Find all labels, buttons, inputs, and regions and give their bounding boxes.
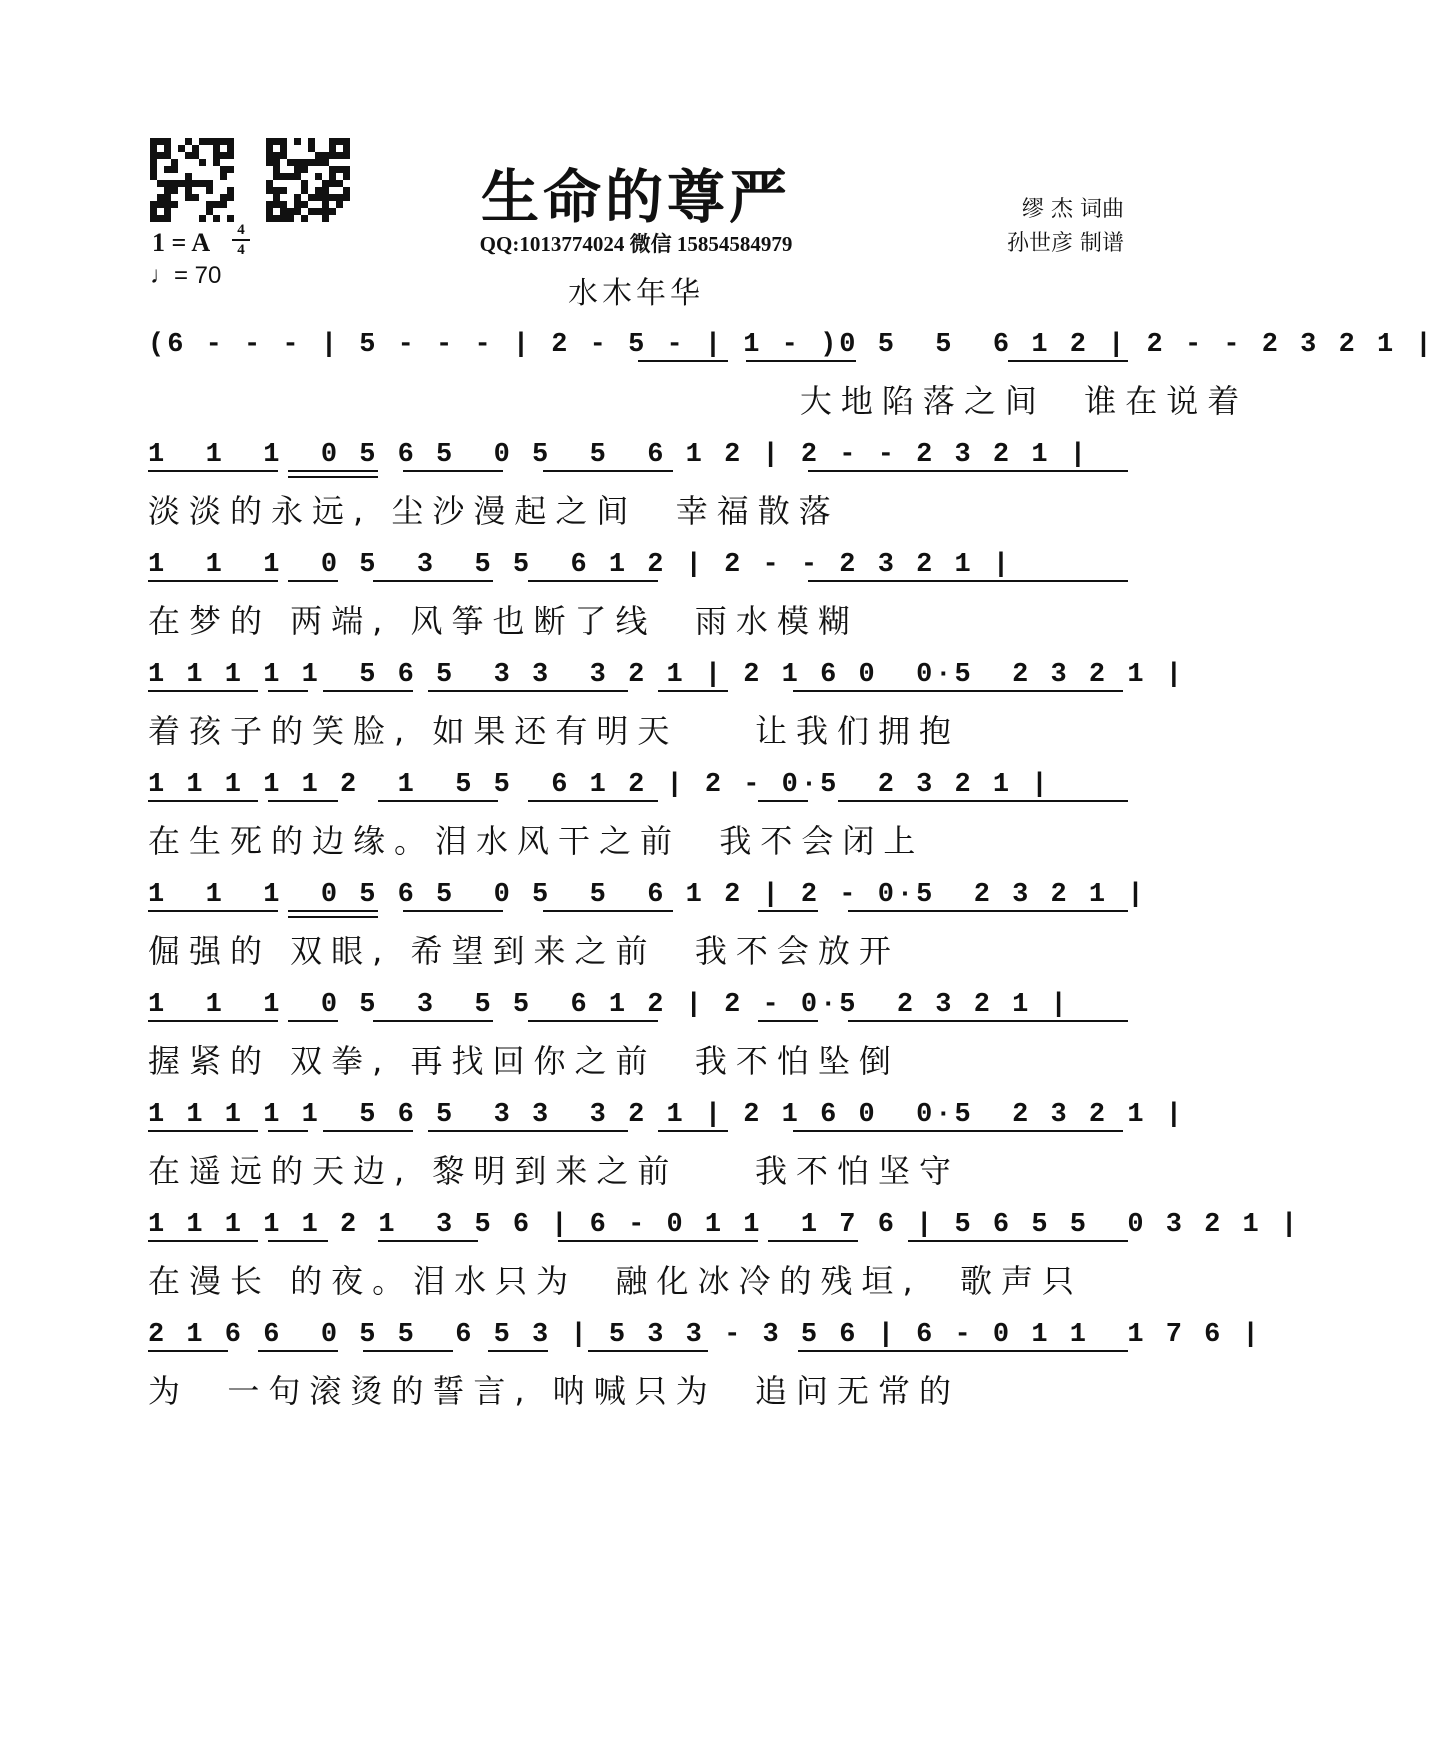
- score-system-5: [148, 770, 1128, 880]
- notation-line: 2 1 6 6 0 5 5 6 5 3 | 5 3 3 - 3 5 6 | 6 - 0 1 1 1 7 6 |: [148, 1320, 1262, 1350]
- score-system-9: [148, 1210, 1301, 1320]
- beam: [908, 1240, 1128, 1242]
- beam: [148, 470, 278, 472]
- score-system-10: [148, 1320, 1262, 1430]
- notation-line: 1 1 1 1 1 2 1 3 5 6 | 6 - 0 1 1 1 7 6 | 5 6 5 5 0 3 2 1 |: [148, 1210, 1301, 1240]
- lyric-line: 大地陷落之间 谁在说着: [148, 382, 1249, 420]
- tempo-marking: ♩= 70: [150, 262, 222, 289]
- beam: [148, 1020, 278, 1022]
- lyric-line: 淡淡的永远, 尘沙漫起之间 幸福散落: [148, 492, 840, 530]
- beam: [428, 1130, 628, 1132]
- score-system-1: [148, 330, 1435, 440]
- beam: [793, 690, 1123, 692]
- beam: [768, 1240, 858, 1242]
- beam: [373, 1020, 493, 1022]
- notation-line: (6 - - - | 5 - - - | 2 - 5 - | 1 - )0 5 5 6 1 2 | 2 - - 2 3 2 1 |: [148, 330, 1435, 360]
- score-system-6: [148, 880, 1147, 990]
- lyric-line: 着孩子的笑脸, 如果还有明天 让我们拥抱: [148, 712, 961, 750]
- beam: [363, 1350, 453, 1352]
- beam: [658, 1130, 728, 1132]
- beam: [148, 800, 258, 802]
- beam: [288, 910, 378, 912]
- beam-lines: [148, 690, 1128, 700]
- meter-divider: [232, 239, 250, 241]
- beam-lines: [148, 1240, 1128, 1250]
- notation-line: 1 1 1 1 1 5 6 5 3 3 3 2 1 | 2 1 6 0 0·5 2 3 2 1 |: [148, 660, 1185, 690]
- contact-info: QQ:1013774024 微信 15854584979: [479, 232, 793, 256]
- beam-lines: [148, 580, 1128, 590]
- beam-lines: [148, 1130, 1128, 1140]
- lyric-line: 在梦的 两端, 风筝也断了线 雨水模糊: [148, 602, 859, 640]
- notation-line: 1 1 1 0 5 3 5 5 6 1 2 | 2 - 0·5 2 3 2 1 |: [148, 990, 1070, 1020]
- beam: [558, 1240, 758, 1242]
- beam: [268, 690, 308, 692]
- lyric-line: 在漫长 的夜。泪水只为 融化冰冷的残垣, 歌声只: [148, 1262, 1084, 1300]
- beam: [148, 1240, 258, 1242]
- score-system-2: [148, 440, 1128, 550]
- beam: [793, 1130, 1123, 1132]
- beam: [378, 800, 498, 802]
- arranger-credit: 孙世彦 制谱: [1007, 231, 1124, 256]
- meter-bottom: 4: [237, 242, 245, 258]
- beam-lines: [148, 470, 1128, 480]
- notation-line: 1 1 1 1 1 5 6 5 3 3 3 2 1 | 2 1 6 0 0·5 2 3 2 1 |: [148, 1100, 1185, 1130]
- notation-line: 1 1 1 0 5 6 5 0 5 5 6 1 2 | 2 - 0·5 2 3 2 1 |: [148, 880, 1147, 910]
- beam: [373, 580, 493, 582]
- lyric-line: 在生死的边缘。泪水风干之前 我不会闭上: [148, 822, 925, 860]
- key-signature: 1 = A: [152, 228, 211, 257]
- performer: 水木年华: [568, 276, 704, 311]
- lyric-line: 为 一句滚烫的誓言, 呐喊只为 追问无常的: [148, 1372, 961, 1410]
- beam: [588, 1350, 708, 1352]
- beam: [488, 1350, 548, 1352]
- beam: [148, 690, 258, 692]
- beam: [808, 580, 1128, 582]
- score-system-8: [148, 1100, 1185, 1210]
- notation-line: 1 1 1 1 1 2 1 5 5 6 1 2 | 2 - 0·5 2 3 2 1 |: [148, 770, 1051, 800]
- song-title: 生命的尊严: [480, 163, 791, 231]
- beam: [288, 476, 378, 478]
- lyric-line: 握紧的 双拳, 再找回你之前 我不怕坠倒: [148, 1042, 900, 1080]
- beam: [746, 360, 856, 362]
- beam: [543, 470, 673, 472]
- beam: [268, 1240, 328, 1242]
- lyricist-credit: 缪 杰 词曲: [1022, 197, 1124, 222]
- beam-lines: [148, 1350, 1128, 1360]
- score-system-7: [148, 990, 1128, 1100]
- beam: [638, 360, 728, 362]
- score-system-3: [148, 550, 1128, 660]
- beam: [658, 690, 728, 692]
- beam: [528, 580, 658, 582]
- lyric-line: 在遥远的天边, 黎明到来之前 我不怕坚守: [148, 1152, 961, 1190]
- beam-lines: [148, 1020, 1128, 1030]
- beam: [148, 910, 278, 912]
- beam: [848, 910, 1128, 912]
- beam: [758, 800, 808, 802]
- beam: [758, 910, 818, 912]
- beam: [848, 1020, 1128, 1022]
- notation-line: 1 1 1 0 5 3 5 5 6 1 2 | 2 - - 2 3 2 1 |: [148, 550, 1013, 580]
- time-signature: [232, 222, 250, 258]
- score-system-4: [148, 660, 1185, 770]
- beam: [403, 910, 503, 912]
- beam: [323, 1130, 413, 1132]
- beam-lines: [148, 800, 1128, 810]
- beam: [403, 470, 503, 472]
- beam: [1008, 360, 1128, 362]
- beam: [798, 1350, 1128, 1352]
- beam: [258, 1350, 338, 1352]
- beam: [268, 800, 338, 802]
- beam: [268, 1130, 308, 1132]
- beam: [288, 1020, 338, 1022]
- notation-line: 1 1 1 0 5 6 5 0 5 5 6 1 2 | 2 - - 2 3 2 1 |: [148, 440, 1089, 470]
- meter-top: 4: [237, 222, 245, 238]
- lyric-line: 倔强的 双眼, 希望到来之前 我不会放开: [148, 932, 900, 970]
- beam: [148, 1130, 258, 1132]
- beam: [528, 800, 658, 802]
- beam: [528, 1020, 658, 1022]
- beam: [288, 580, 338, 582]
- beam: [323, 690, 413, 692]
- beam-lines: [148, 910, 1128, 920]
- beam: [428, 690, 628, 692]
- beam: [838, 800, 1128, 802]
- beam-lines: [148, 360, 1128, 370]
- beam: [148, 580, 278, 582]
- beam: [288, 470, 378, 472]
- beam: [758, 1020, 818, 1022]
- beam: [378, 1240, 478, 1242]
- beam: [288, 916, 378, 918]
- beam: [543, 910, 673, 912]
- beam: [148, 1350, 228, 1352]
- beam: [808, 470, 1128, 472]
